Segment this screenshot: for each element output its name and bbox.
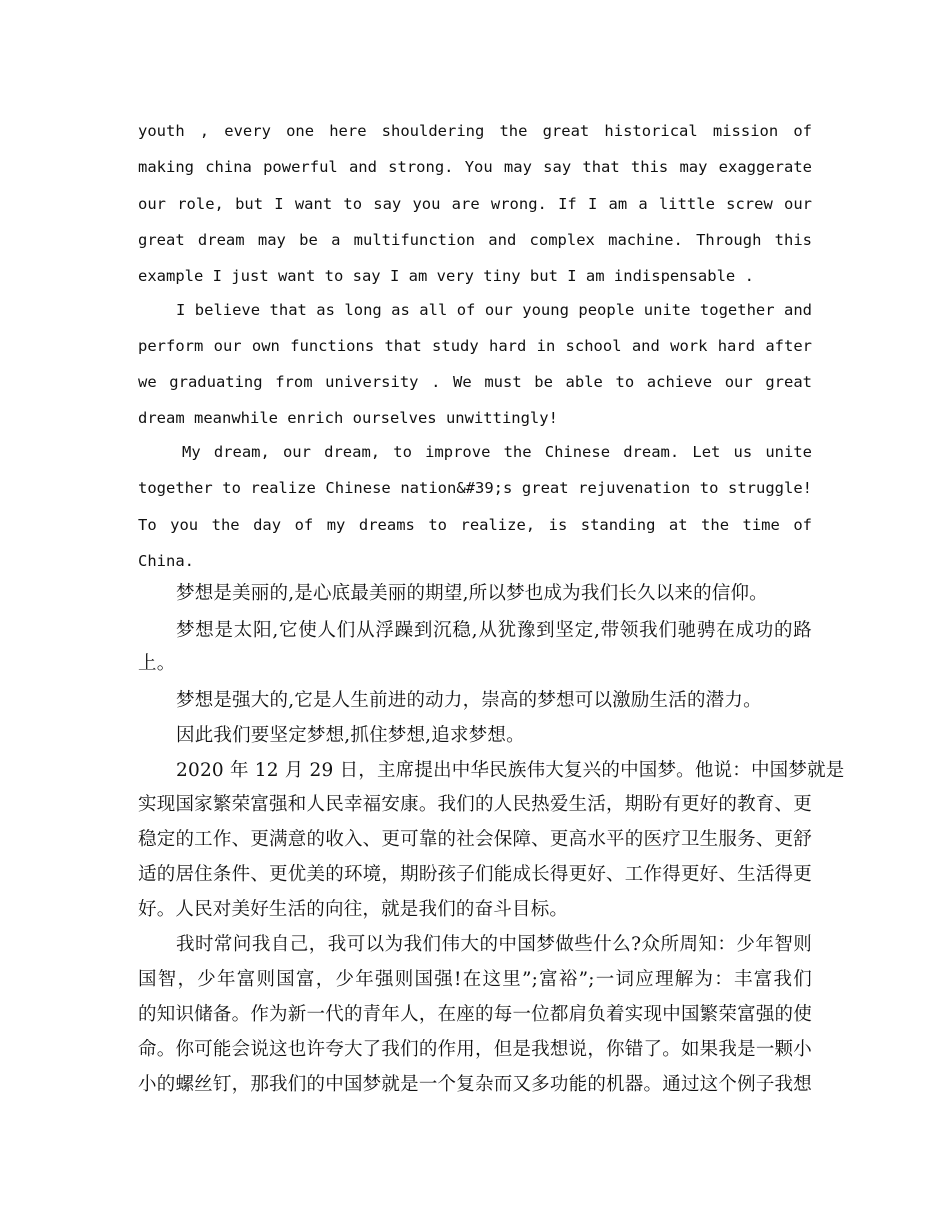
text-line: example I just want to say I am very tiny but I am indispensable . bbox=[138, 267, 754, 285]
text-line: 梦想是强大的,它是人生前进的动力，崇高的梦想可以激励生活的潜力。 bbox=[176, 690, 762, 711]
text-line: 上。 bbox=[138, 653, 176, 674]
text-line: 小的螺丝钉，那我们的中国梦就是一个复杂而又多功能的机器。通过这个例子我想 bbox=[138, 1074, 812, 1095]
text-line: To you the day of my dreams to realize, is standing at the time of bbox=[138, 516, 812, 534]
text-line: perform our own functions that study hard in school and work hard after bbox=[138, 337, 812, 355]
text-line: 稳定的工作、更满意的收入、更可靠的社会保障、更高水平的医疗卫生服务、更舒 bbox=[138, 829, 812, 850]
text-line: 我时常问我自己，我可以为我们伟大的中国梦做些什么?众所周知：少年智则 bbox=[176, 934, 812, 955]
text-line: 实现国家繁荣富强和人民幸福安康。我们的人民热爱生活，期盼有更好的教育、更 bbox=[138, 794, 812, 815]
text-line: 2020 年 12 月 29 日，主席提出中华民族伟大复兴的中国梦。他说：中国梦就是 bbox=[176, 760, 845, 781]
text-line: 梦想是美丽的,是心底最美丽的期望,所以梦也成为我们长久以来的信仰。 bbox=[176, 583, 768, 604]
text-line: 好。人民对美好生活的向往，就是我们的奋斗目标。 bbox=[138, 899, 569, 920]
text-line: 梦想是太阳,它使人们从浮躁到沉稳,从犹豫到坚定,带领我们驰骋在成功的路 bbox=[176, 620, 812, 641]
text-line: together to realize Chinese nation&#39;s great rejuvenation to struggle! bbox=[138, 479, 812, 497]
text-line: youth , every one here shouldering the great historical mission of bbox=[138, 122, 812, 140]
text-line: 命。你可能会说这也许夸大了我们的作用，但是我想说，你错了。如果我是一颗小 bbox=[138, 1039, 812, 1060]
text-line: 适的居住条件、更优美的环境，期盼孩子们能成长得更好、工作得更好、生活得更 bbox=[138, 864, 812, 885]
text-line: 因此我们要坚定梦想,抓住梦想,追求梦想。 bbox=[176, 725, 525, 746]
text-line: we graduating from university . We must be able to achieve our great bbox=[138, 373, 812, 391]
text-line: 国智，少年富则国富，少年强则国强!在这里”;富裕”;一词应理解为：丰富我们 bbox=[138, 969, 812, 990]
text-line: I believe that as long as all of our young people unite together and bbox=[176, 301, 812, 319]
text-line: dream meanwhile enrich ourselves unwittingly! bbox=[138, 409, 558, 427]
text-line: making china powerful and strong. You may say that this may exaggerate bbox=[138, 158, 812, 176]
text-line: 的知识储备。作为新一代的青年人，在座的每一位都肩负着实现中国繁荣富强的使 bbox=[138, 1004, 812, 1025]
text-line: our role, but I want to say you are wrong. If I am a little screw our bbox=[138, 195, 812, 213]
text-line: China. bbox=[138, 552, 194, 570]
text-line: My dream, our dream, to improve the Chinese dream. Let us unite bbox=[182, 443, 812, 461]
text-line: great dream may be a multifunction and complex machine. Through this bbox=[138, 231, 812, 249]
